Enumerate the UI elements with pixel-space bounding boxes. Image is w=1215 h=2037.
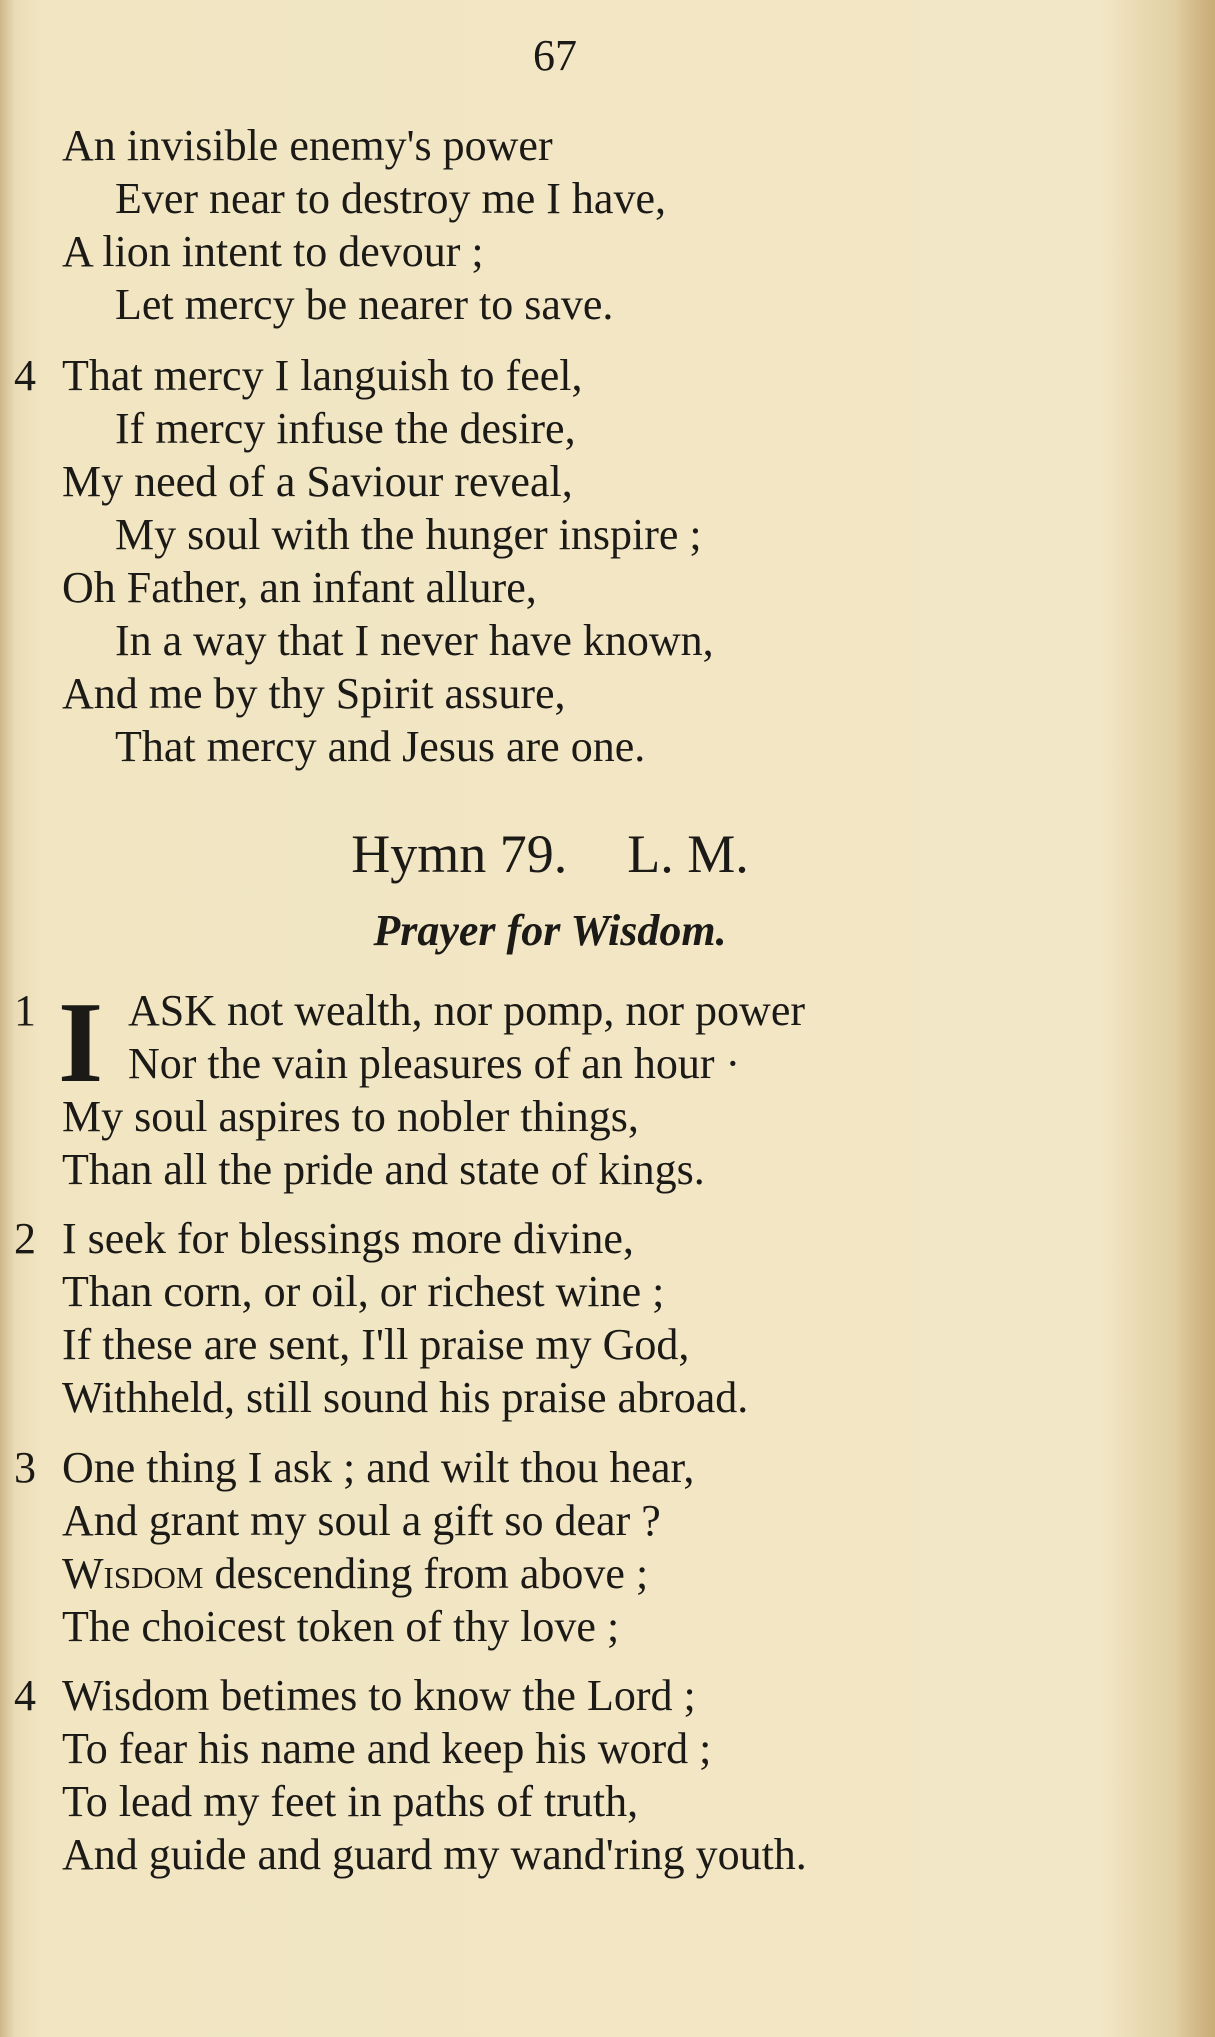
page-right-edge xyxy=(1175,0,1215,2037)
verse-line: If mercy infuse the desire, xyxy=(115,404,576,453)
verse-line: That mercy and Jesus are one. xyxy=(115,722,646,771)
verse-line: One thing I ask ; and wilt thou hear, xyxy=(62,1443,695,1492)
verse-line: Wisdom betimes to know the Lord ; xyxy=(62,1671,696,1720)
verse-line: To fear his name and keep his word ; xyxy=(62,1724,712,1773)
verse-line: Ever near to destroy me I have, xyxy=(115,174,666,223)
verse-line-rest: descending from above ; xyxy=(203,1549,649,1598)
verse-line: And me by thy Spirit assure, xyxy=(62,669,566,718)
verse-number: 4 xyxy=(14,1671,36,1720)
verse-line: To lead my feet in paths of truth, xyxy=(62,1777,639,1826)
verse-line: If these are sent, I'll praise my God, xyxy=(62,1320,690,1369)
verse-number: 2 xyxy=(14,1214,36,1263)
verse-line: An invisible enemy's power xyxy=(62,121,553,170)
verse-number: 1 xyxy=(14,986,36,1035)
verse-number: 4 xyxy=(14,351,36,400)
verse-line: Nor the vain pleasures of an hour · xyxy=(128,1039,741,1088)
hymn-title xyxy=(0,822,1100,886)
verse-line: My soul with the hunger inspire ; xyxy=(115,510,702,559)
verse-line: And grant my soul a gift so dear ? xyxy=(62,1496,661,1545)
verse-line: My soul aspires to nobler things, xyxy=(62,1092,639,1141)
verse-line xyxy=(62,1548,648,1600)
verse-number: 3 xyxy=(14,1443,36,1492)
page-number: 67 xyxy=(533,31,577,80)
page-left-edge xyxy=(0,0,14,2037)
drop-cap: I xyxy=(58,979,104,1107)
hymn-number: Hymn 79. xyxy=(351,824,568,884)
verse-line: Than all the pride and state of kings. xyxy=(62,1145,705,1194)
verse-line: Than corn, or oil, or richest wine ; xyxy=(62,1267,665,1316)
verse-line: Let mercy be nearer to save. xyxy=(115,280,614,329)
wisdom-small-caps: Wisdom xyxy=(62,1549,204,1598)
verse-line: My need of a Saviour reveal, xyxy=(62,457,573,506)
verse-line: The choicest token of thy love ; xyxy=(62,1602,620,1651)
verse-line: ASK not wealth, nor pomp, nor power xyxy=(128,986,806,1035)
verse-line: I seek for blessings more divine, xyxy=(62,1214,634,1263)
verse-line: And guide and guard my wand'ring youth. xyxy=(62,1830,807,1879)
hymn-meter: L. M. xyxy=(627,824,749,884)
verse-line: In a way that I never have known, xyxy=(115,616,714,665)
verse-line: Withheld, still sound his praise abroad. xyxy=(62,1373,749,1422)
verse-line: A lion intent to devour ; xyxy=(62,227,484,276)
verse-line: That mercy I languish to feel, xyxy=(62,351,583,400)
verse-line: Oh Father, an infant allure, xyxy=(62,563,537,612)
hymn-subtitle: Prayer for Wisdom. xyxy=(373,906,727,955)
